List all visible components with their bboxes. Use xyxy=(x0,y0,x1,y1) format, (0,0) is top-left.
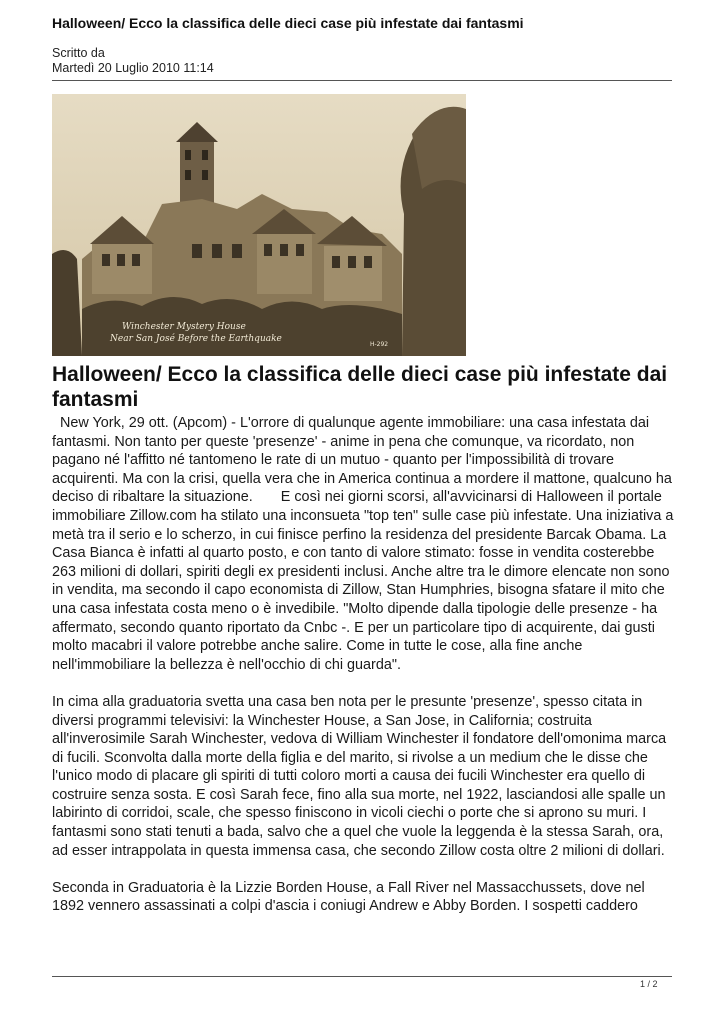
article-body xyxy=(52,414,678,935)
photo-code: H-292 xyxy=(370,341,389,348)
article-paragraph-2: In cima alla graduatoria svetta una casa ben nota per le presunte 'presenze', spesso citata in diversi programmi televisivi: la Winchester House, a San Jose, in California; costruita all'inverosimile Sarah Winchester, vedova di William Winchester il fondatore dell'omonima marca di fucili. Sconvolta dalla morte della figlia e del marito, si rivolse a un medium che le disse che l'unico modo di placare gli spiriti di tutti coloro morti a causa dei fucili Winchester era quello di costruire senza sosta. E così Sarah fece, fino alla sua morte, nel 1922, lasciandosi alle spalle un labirinto di corridoi, scale, che spesso finiscono in vicoli ciechi o porte che si aprono su muri. I fantasmi sono stati tenuti a bada, salvo che a quel che vuole la leggenda è la stessa Sarah, ora, ad esser intrappolata in questa immensa casa, che secondo Zillow costa oltre 2 milioni di dollari. xyxy=(52,693,667,859)
header-divider xyxy=(52,80,672,81)
page-header-title: Halloween/ Ecco la classifica delle dieci case più infestate dai fantasmi xyxy=(52,15,524,31)
footer-divider xyxy=(52,976,672,977)
winchester-house-photo xyxy=(52,94,466,356)
page-number: 1 / 2 xyxy=(640,979,658,989)
article-meta xyxy=(52,46,214,76)
article-paragraph-3: Seconda in Graduatoria è la Lizzie Borden House, a Fall River nel Massacchussets, dove nel 1892 vennero assassinati a colpi d'ascia i coniugi Andrew e Abby Borden. I sospetti caddero xyxy=(52,879,645,915)
article-title: Halloween/ Ecco la classifica delle dieci case più infestate dai fantasmi xyxy=(52,363,668,411)
photo-caption-line2: Near San José Before the Earthquake xyxy=(110,334,282,344)
photo-caption-line1: Winchester Mystery House xyxy=(122,322,246,332)
article-paragraph-1: New York, 29 ott. (Apcom) - L'orrore di qualunque agente immobiliare: una casa infestata dai fantasmi. Non tanto per queste 'presenze' - anime in pena che comunque, va ricordato, non pagano né l'affitto né tantomeno le rate di un mutuo - quanto per l'impossibilità di trovare acquirenti. Ma con la crisi, quella vera che in America continua a mordere il mattone, qualcuno ha deciso di ribaltare la situazione. E così nei giorni scorsi, all'avvicinarsi di Halloween il portale immobiliare Zillow.com ha stilato una inconsueta "top ten" sulle case più infestate. Una iniziativa a metà tra il serio e lo scherzo, in cui finisce perfino la residenza del presidente Barcak Obama. La Casa Bianca è infatti al quarto posto, e con tanto di valore stimato: fosse in vendita costerebbe 263 milioni di dollari, spiriti degli ex presidenti inclusi. Anche altre tra le dimore elencate non sono in vendita, ma secondo il capo economista di Zillow, Stan Humphries, bisogna sfatare il mito che una casa infestata costa meno o è invedibile. "Molto dipende dalla tipologie delle presenze - ha affermato, secondo quanto riportato da Cnbc -. E per un particolare tipo di acquirente, dai gusti molto macabri il valore potrebbe anche salire. Come in tutte le cose, alla fine anche nell'immobiliare la bellezza è nell'occhio di chi guarda". xyxy=(52,415,678,673)
publish-date: Martedì 20 Luglio 2010 11:14 xyxy=(52,61,214,75)
author-label: Scritto da xyxy=(52,46,105,60)
